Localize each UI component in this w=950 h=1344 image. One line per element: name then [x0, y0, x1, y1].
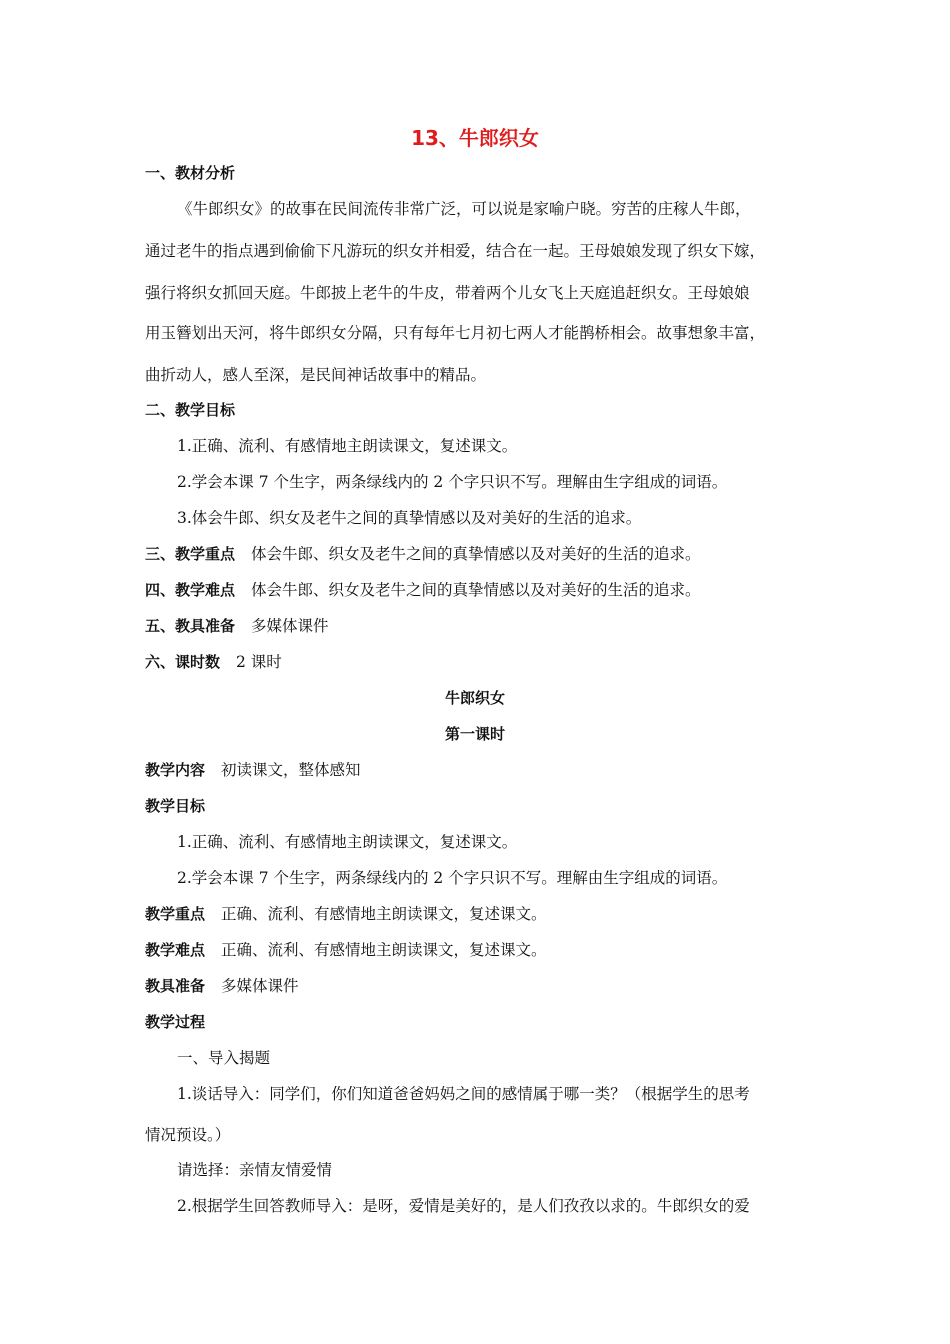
hours-text: 2 课时: [236, 653, 282, 671]
lesson-difficulty-text: 正确、流利、有感情地主朗读课文，复述课文。: [221, 941, 547, 959]
goal-item: 1.正确、流利、有感情地主朗读课文，复述课文。: [177, 437, 518, 455]
lesson-content: [145, 759, 810, 781]
process-step-heading: 一、导入揭题: [177, 1049, 271, 1067]
analysis-paragraph-line: 曲折动人，感人至深，是民间神话故事中的精品。: [145, 366, 487, 384]
process-item-line: 2.根据学生回答教师导入：是呀，爱情是美好的，是人们孜孜以求的。牛郎织女的爱: [177, 1197, 750, 1215]
analysis-paragraph-line: 用玉簪划出天河，将牛郎织女分隔，只有每年七月初七两人才能鹊桥相会。故事想象丰富，: [145, 324, 766, 342]
lesson-title: 牛郎织女: [444, 689, 505, 707]
lesson-tools-text: 多媒体课件: [221, 977, 299, 995]
goal-item: 3.体会牛郎、织女及老牛之间的真挚情感以及对美好的生活的追求。: [177, 509, 642, 527]
lesson-goal-item: 1.正确、流利、有感情地主朗读课文，复述课文。: [177, 833, 518, 851]
process-item-line: 情况预设。）: [145, 1126, 231, 1144]
section-key-points: [145, 543, 810, 565]
analysis-paragraph-line: 强行将织女抓回天庭。牛郎披上老牛的牛皮，带着两个儿女飞上天庭追赶织女。王母娘娘: [145, 284, 750, 302]
lesson-key: [145, 903, 810, 925]
section-heading-key: 三、教学重点: [145, 545, 236, 563]
lesson-process-label: 教学过程: [145, 1013, 206, 1031]
lesson-goal-item: 2.学会本课 7 个生字，两条绿线内的 2 个字只识不写。理解由生字组成的词语。: [177, 869, 728, 887]
key-points-text: 体会牛郎、织女及老牛之间的真挚情感以及对美好的生活的追求。: [251, 545, 701, 563]
section-heading-goals: 二、教学目标: [145, 401, 236, 419]
section-heading-analysis: 一、教材分析: [145, 164, 236, 182]
process-item-line: 1.谈话导入：同学们，你们知道爸爸妈妈之间的感情属于哪一类？（根据学生的思考: [177, 1085, 750, 1103]
lesson-subtitle: 第一课时: [444, 725, 505, 743]
lesson-difficulty: [145, 939, 810, 961]
lesson-content-text: 初读课文，整体感知: [221, 761, 361, 779]
difficulty-text: 体会牛郎、织女及老牛之间的真挚情感以及对美好的生活的追求。: [251, 581, 701, 599]
lesson-difficulty-label: 教学难点: [145, 941, 206, 959]
lesson-key-label: 教学重点: [145, 905, 206, 923]
section-hours: [145, 651, 810, 673]
tools-text: 多媒体课件: [251, 617, 329, 635]
lesson-content-label: 教学内容: [145, 761, 206, 779]
process-choice-line: 请选择：亲情友情爱情: [177, 1161, 333, 1179]
document-title: 13、牛郎织女: [411, 126, 539, 150]
section-heading-tools: 五、教具准备: [145, 617, 236, 635]
lesson-tools: [145, 975, 810, 997]
lesson-key-text: 正确、流利、有感情地主朗读课文，复述课文。: [221, 905, 547, 923]
section-difficulties: [145, 579, 810, 601]
analysis-paragraph-line: 《牛郎织女》的故事在民间流传非常广泛，可以说是家喻户晓。穷苦的庄稼人牛郎，: [177, 200, 751, 218]
lesson-goals-label: 教学目标: [145, 797, 206, 815]
section-heading-difficulty: 四、教学难点: [145, 581, 236, 599]
goal-item: 2.学会本课 7 个生字，两条绿线内的 2 个字只识不写。理解由生字组成的词语。: [177, 473, 728, 491]
lesson-tools-label: 教具准备: [145, 977, 206, 995]
section-heading-hours: 六、课时数: [145, 653, 221, 671]
section-tools: [145, 615, 810, 637]
analysis-paragraph-line: 通过老牛的指点遇到偷偷下凡游玩的织女并相爱，结合在一起。王母娘娘发现了织女下嫁，: [145, 242, 766, 260]
